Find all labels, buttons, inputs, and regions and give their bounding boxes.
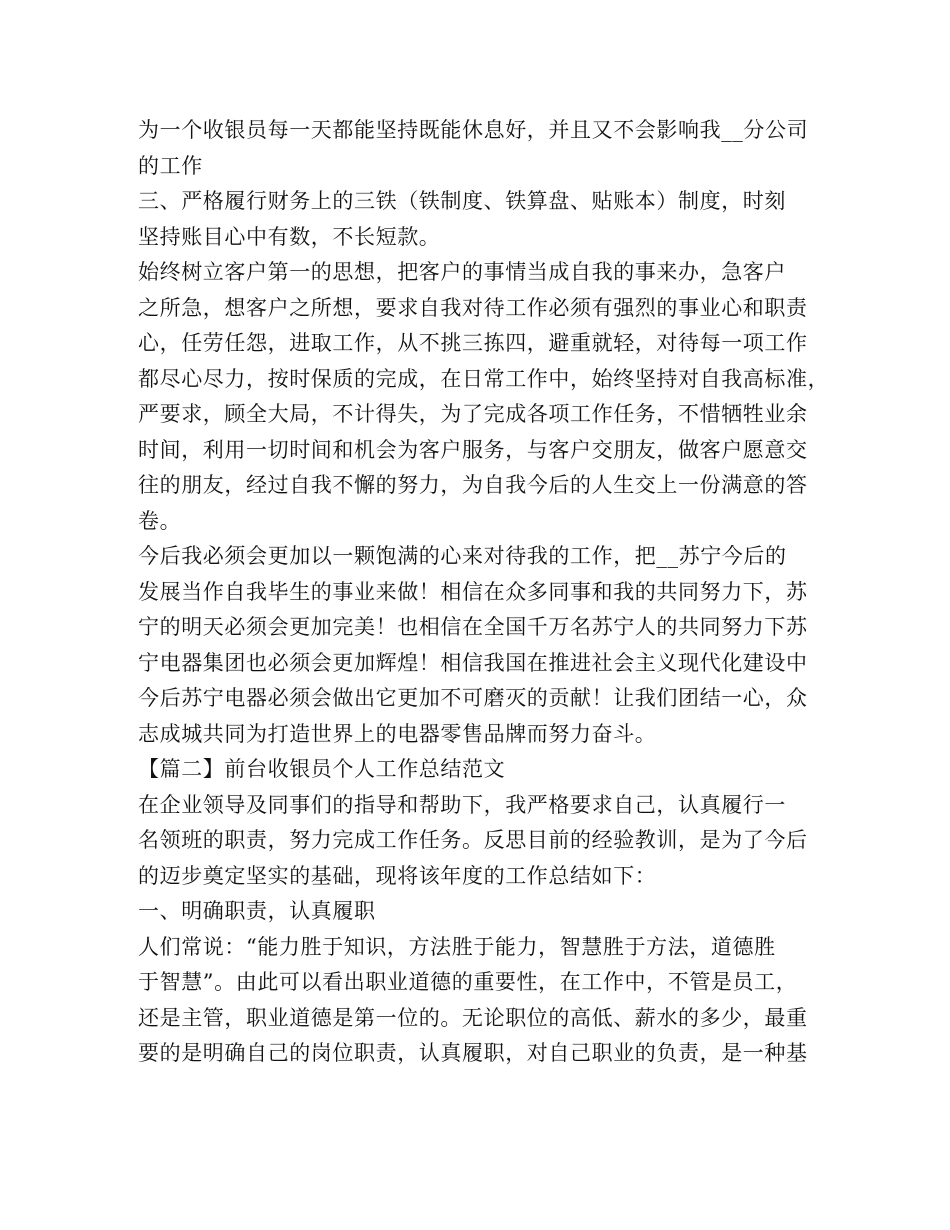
text-line: 之所急，想客户之所想，要求自我对待工作必须有强烈的事业心和职责 — [138, 295, 808, 320]
text-line: 宁电器集团也必须会更加辉煌！相信我国在推进社会主义现代化建设中 — [138, 650, 808, 675]
text-line: 在企业领导及同事们的指导和帮助下，我严格要求自己，认真履行一 — [138, 792, 786, 817]
text-line: 人们常说：“能力胜于知识，方法胜于能力，智慧胜于方法，道德胜 — [138, 934, 776, 959]
text-line: 始终树立客户第一的思想，把客户的事情当成自我的事来办，急客户 — [138, 260, 786, 284]
text-line: 的迈步奠定坚实的基础，现将该年度的工作总结如下： — [138, 863, 657, 888]
text-line: 志成城共同为打造世界上的电器零售品牌而努力奋斗。 — [138, 721, 657, 746]
text-line: 都尽心尽力，按时保质的完成，在日常工作中，始终坚持对自我高标准， — [138, 366, 830, 391]
document-body — [138, 113, 830, 1072]
text-line: 坚持账目心中有数，不长短款。 — [138, 224, 441, 249]
text-line: 时间，利用一切时间和机会为客户服务，与客户交朋友，做客户愿意交 — [138, 437, 808, 462]
paragraph — [138, 930, 818, 1072]
paragraph — [138, 113, 818, 184]
text-line: 【篇二】前台收银员个人工作总结范文 — [138, 757, 506, 781]
text-line: 卷。 — [138, 508, 182, 533]
text-line: 往的朋友，经过自我不懈的努力，为自我今后的人生交上一份满意的答 — [138, 473, 808, 497]
text-line: 于智慧”。由此可以看出职业道德的重要性，在工作中，不管是员工， — [138, 970, 798, 994]
text-line: 还是主管，职业道德是第一位的。无论职位的高低、薪水的多少，最重 — [138, 1005, 808, 1030]
text-line: 今后我必须会更加以一颗饱满的心来对待我的工作，把__苏宁今后的 — [138, 544, 787, 568]
paragraph — [138, 255, 830, 539]
text-line: 宁的明天必须会更加完美！也相信在全国千万名苏宁人的共同努力下苏 — [138, 615, 808, 639]
text-line: 的工作 — [138, 153, 203, 178]
text-line: 三、严格履行财务上的三铁（铁制度、铁算盘、贴账本）制度，时刻 — [138, 189, 786, 213]
paragraph — [138, 539, 818, 752]
text-line: 严要求，顾全大局，不计得失，为了完成各项工作任务，不惜牺牲业余 — [138, 402, 808, 426]
paragraph — [138, 752, 818, 788]
text-line: 名领班的职责，努力完成工作任务。反思目前的经验教训，是为了今后 — [138, 828, 808, 852]
paragraph — [138, 184, 818, 255]
paragraph — [138, 788, 818, 895]
paragraph — [138, 894, 818, 930]
text-line: 心，任劳任怨，进取工作，从不挑三拣四，避重就轻，对待每一项工作 — [138, 331, 808, 355]
text-line: 今后苏宁电器必须会做出它更加不可磨灭的贡献！让我们团结一心，众 — [138, 686, 808, 710]
text-line: 一、明确职责，认真履职 — [138, 899, 376, 923]
text-line: 为一个收银员每一天都能坚持既能休息好，并且又不会影响我__分公司 — [138, 118, 809, 142]
text-line: 发展当作自我毕生的事业来做！相信在众多同事和我的共同努力下，苏 — [138, 579, 808, 604]
text-line: 要的是明确自己的岗位职责，认真履职，对自己职业的负责，是一种基 — [138, 1041, 808, 1065]
